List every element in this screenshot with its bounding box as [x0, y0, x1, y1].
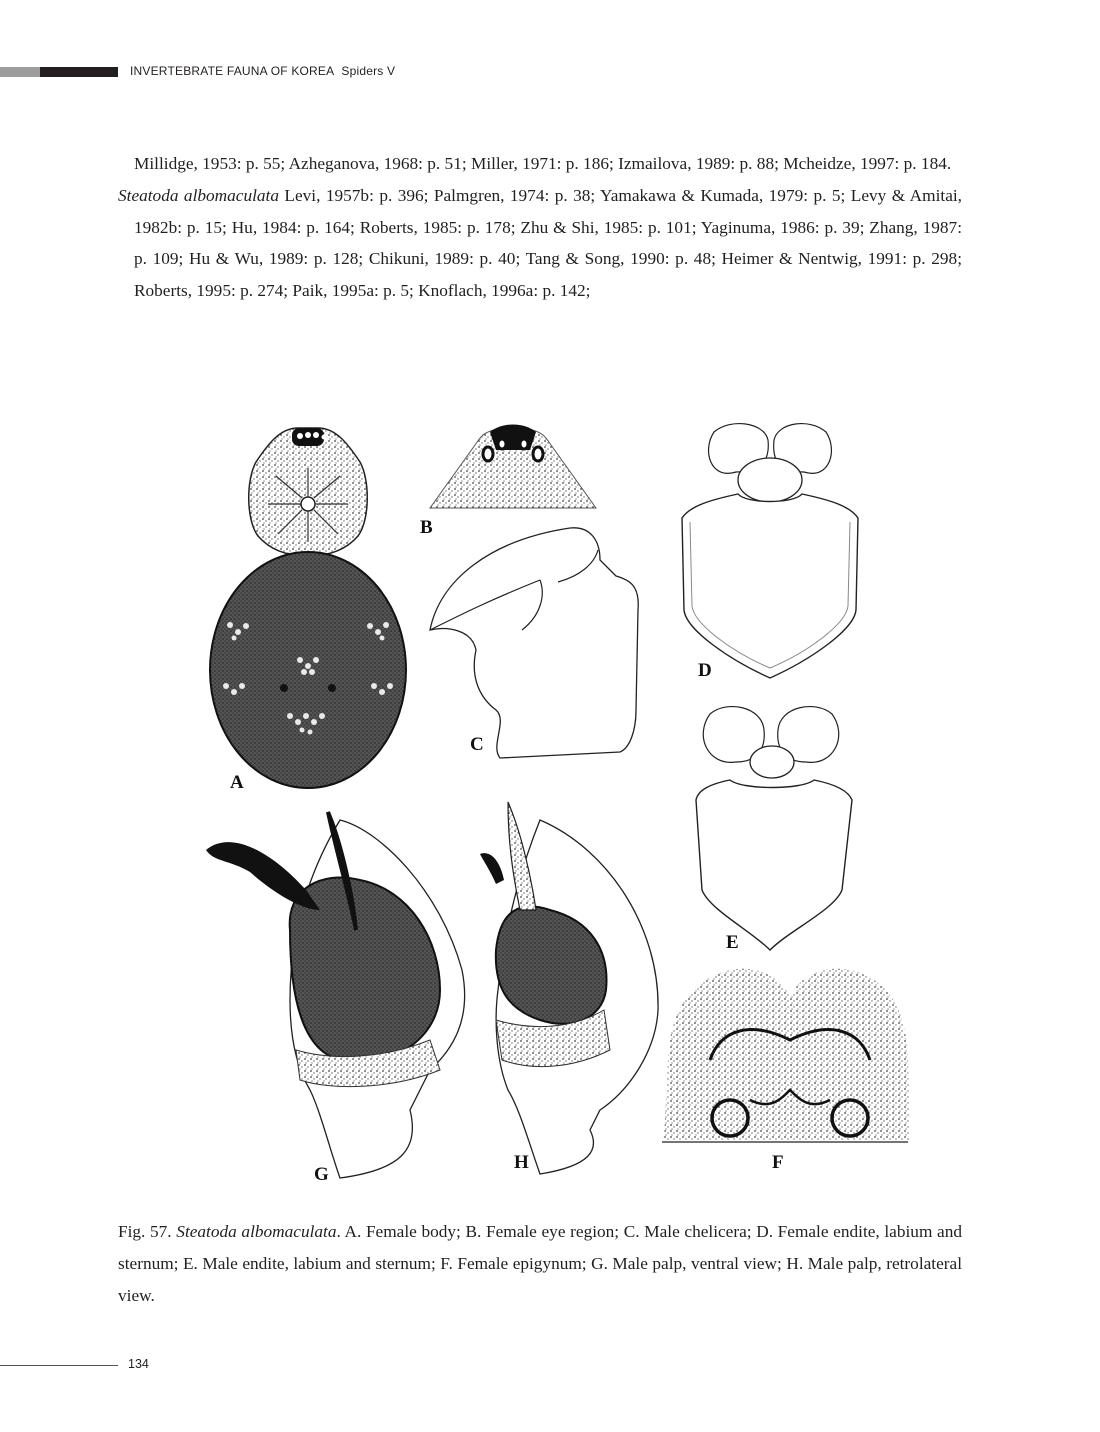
reference-entry-text: Levi, 1957b: p. 396; Palmgren, 1974: p. 38; Yamakawa & Kumada, 1979: p. 5; Levy & Amitai, 1982b: p. 15; Hu, 1984: p. 164; Roberts, 1985: p. 178; Zhu & Shi, 1985: p. 101; Yaginuma, 1986: p. 39; Zhang, 1987: p. 109; Hu & Wu, 1989: p. 128; Chikuni, 1989: p. 40; Tang & Song, 1990: p. 48; Heimer & Nentwig, 1991: p. 298; Roberts, 1995: p. 274; Paik, 1995a: p. 5; Knoflach, 1996a: p. 142;	[134, 185, 962, 301]
panel-label-b: B	[420, 517, 433, 538]
panel-d-female-sternum	[682, 424, 858, 681]
page-number: 134	[128, 1357, 149, 1371]
panel-a-female-body	[210, 428, 406, 793]
figure-caption	[118, 1216, 962, 1311]
header-grey-bar	[0, 67, 40, 77]
panel-label-a: A	[230, 772, 244, 793]
panel-label-h: H	[514, 1152, 529, 1173]
header-book-title: INVERTEBRATE FAUNA OF KOREA	[130, 64, 335, 78]
caption-text: . A. Female body; B. Female eye region; C. Male chelicera; D. Female endite, labium and sternum; E. Male endite, labium and sternum; F. Female epigynum; G. Male palp, ventral view; H. Male palp, retrolateral view.	[118, 1222, 962, 1305]
synonymy-list	[118, 148, 962, 307]
caption-taxon: Steatoda albomaculata	[176, 1222, 337, 1241]
figure-plate	[190, 410, 920, 1200]
panel-h-male-palp-retrolateral	[480, 802, 658, 1174]
reference-continuation: Millidge, 1953: p. 55; Azheganova, 1968: p. 51; Miller, 1971: p. 186; Izmailova, 1989: p. 88; Mcheidze, 1997: p. 184.	[134, 154, 952, 173]
running-header	[130, 64, 395, 78]
header-volume: Spiders V	[341, 64, 396, 78]
panel-g-male-palp-ventral	[206, 812, 465, 1185]
panel-label-d: D	[698, 660, 712, 681]
panel-f-female-epigynum	[662, 969, 910, 1173]
reference-taxon: Steatoda albomaculata	[118, 185, 279, 205]
header-black-bar	[40, 67, 118, 77]
panel-e-male-sternum	[696, 707, 852, 953]
footer-rule	[0, 1365, 118, 1366]
panel-label-e: E	[726, 932, 739, 953]
panel-label-f: F	[772, 1152, 784, 1173]
panel-b-eye-region	[420, 425, 596, 539]
caption-prefix: Fig. 57.	[118, 1222, 172, 1241]
panel-label-c: C	[470, 734, 484, 755]
panel-label-g: G	[314, 1164, 329, 1185]
reference-entry	[118, 180, 962, 307]
panel-c-male-chelicera	[430, 528, 638, 758]
